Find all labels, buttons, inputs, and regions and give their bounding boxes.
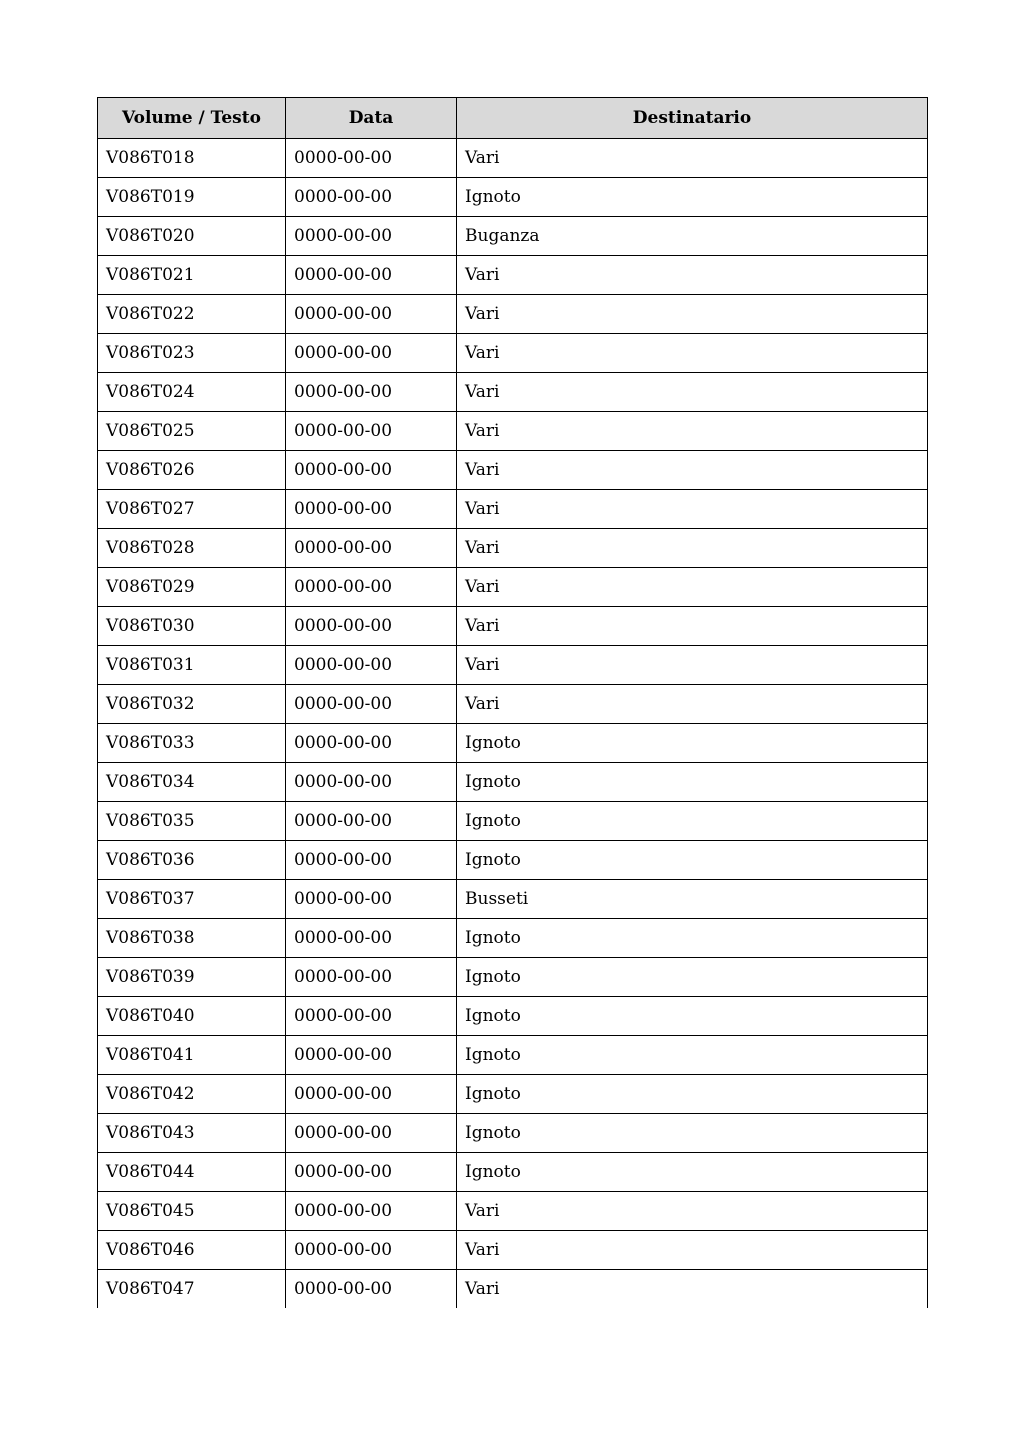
cell-destinatario: Vari	[457, 1192, 928, 1231]
cell-data: 0000-00-00	[286, 373, 457, 412]
cell-volume-testo: V086T029	[98, 568, 286, 607]
cell-destinatario: Ignoto	[457, 178, 928, 217]
cell-destinatario: Vari	[457, 568, 928, 607]
cell-volume-testo: V086T041	[98, 1036, 286, 1075]
cell-volume-testo: V086T033	[98, 724, 286, 763]
cell-destinatario: Vari	[457, 295, 928, 334]
table-row	[98, 412, 928, 451]
cell-destinatario: Ignoto	[457, 841, 928, 880]
cell-volume-testo: V086T018	[98, 139, 286, 178]
table-row	[98, 880, 928, 919]
cell-data: 0000-00-00	[286, 334, 457, 373]
cell-data: 0000-00-00	[286, 178, 457, 217]
cell-volume-testo: V086T032	[98, 685, 286, 724]
cell-destinatario: Vari	[457, 334, 928, 373]
cell-data: 0000-00-00	[286, 256, 457, 295]
cell-destinatario: Ignoto	[457, 763, 928, 802]
table-row	[98, 217, 928, 256]
cell-data: 0000-00-00	[286, 685, 457, 724]
cell-volume-testo: V086T042	[98, 1075, 286, 1114]
cell-destinatario: Vari	[457, 139, 928, 178]
cell-volume-testo: V086T037	[98, 880, 286, 919]
cell-destinatario: Busseti	[457, 880, 928, 919]
cell-data: 0000-00-00	[286, 451, 457, 490]
cell-data: 0000-00-00	[286, 1075, 457, 1114]
cell-volume-testo: V086T046	[98, 1231, 286, 1270]
cell-volume-testo: V086T047	[98, 1270, 286, 1309]
cell-data: 0000-00-00	[286, 646, 457, 685]
table-row	[98, 1114, 928, 1153]
cell-data: 0000-00-00	[286, 1192, 457, 1231]
cell-volume-testo: V086T022	[98, 295, 286, 334]
cell-destinatario: Ignoto	[457, 724, 928, 763]
cell-volume-testo: V086T024	[98, 373, 286, 412]
cell-destinatario: Vari	[457, 685, 928, 724]
cell-destinatario: Vari	[457, 1231, 928, 1270]
cell-destinatario: Ignoto	[457, 919, 928, 958]
table-row	[98, 802, 928, 841]
cell-destinatario: Vari	[457, 607, 928, 646]
header-destinatario: Destinatario	[457, 98, 928, 139]
header-volume-testo: Volume / Testo	[98, 98, 286, 139]
cell-data: 0000-00-00	[286, 1114, 457, 1153]
cell-data: 0000-00-00	[286, 568, 457, 607]
cell-destinatario: Vari	[457, 490, 928, 529]
cell-data: 0000-00-00	[286, 1036, 457, 1075]
table-row	[98, 724, 928, 763]
table-row	[98, 646, 928, 685]
table-row	[98, 763, 928, 802]
cell-data: 0000-00-00	[286, 139, 457, 178]
cell-destinatario: Ignoto	[457, 997, 928, 1036]
table-row	[98, 1270, 928, 1309]
table-row	[98, 295, 928, 334]
cell-volume-testo: V086T025	[98, 412, 286, 451]
cell-volume-testo: V086T043	[98, 1114, 286, 1153]
table-row	[98, 841, 928, 880]
table-row	[98, 529, 928, 568]
cell-data: 0000-00-00	[286, 802, 457, 841]
cell-data: 0000-00-00	[286, 412, 457, 451]
cell-data: 0000-00-00	[286, 1231, 457, 1270]
table-header-row	[98, 98, 928, 139]
cell-data: 0000-00-00	[286, 295, 457, 334]
table-row	[98, 958, 928, 997]
cell-data: 0000-00-00	[286, 1270, 457, 1309]
cell-destinatario: Vari	[457, 256, 928, 295]
cell-data: 0000-00-00	[286, 841, 457, 880]
table-row	[98, 607, 928, 646]
table-row	[98, 139, 928, 178]
cell-data: 0000-00-00	[286, 607, 457, 646]
cell-volume-testo: V086T030	[98, 607, 286, 646]
table-row	[98, 1192, 928, 1231]
table-row	[98, 334, 928, 373]
cell-volume-testo: V086T039	[98, 958, 286, 997]
table-row	[98, 178, 928, 217]
cell-data: 0000-00-00	[286, 490, 457, 529]
table-row	[98, 1075, 928, 1114]
table-row	[98, 451, 928, 490]
cell-destinatario: Vari	[457, 451, 928, 490]
cell-volume-testo: V086T035	[98, 802, 286, 841]
cell-volume-testo: V086T019	[98, 178, 286, 217]
table-row	[98, 256, 928, 295]
table-row	[98, 685, 928, 724]
cell-destinatario: Ignoto	[457, 1114, 928, 1153]
cell-volume-testo: V086T023	[98, 334, 286, 373]
cell-volume-testo: V086T021	[98, 256, 286, 295]
cell-destinatario: Ignoto	[457, 1075, 928, 1114]
cell-destinatario: Vari	[457, 646, 928, 685]
table-row	[98, 1231, 928, 1270]
cell-data: 0000-00-00	[286, 1153, 457, 1192]
document-table-container	[97, 97, 927, 1308]
letters-table	[97, 97, 928, 1308]
table-body	[98, 139, 928, 1309]
cell-destinatario: Vari	[457, 529, 928, 568]
cell-data: 0000-00-00	[286, 763, 457, 802]
cell-destinatario: Vari	[457, 373, 928, 412]
cell-volume-testo: V086T034	[98, 763, 286, 802]
cell-volume-testo: V086T040	[98, 997, 286, 1036]
cell-volume-testo: V086T020	[98, 217, 286, 256]
cell-data: 0000-00-00	[286, 997, 457, 1036]
cell-volume-testo: V086T031	[98, 646, 286, 685]
cell-data: 0000-00-00	[286, 529, 457, 568]
cell-volume-testo: V086T026	[98, 451, 286, 490]
cell-data: 0000-00-00	[286, 880, 457, 919]
table-row	[98, 997, 928, 1036]
cell-destinatario: Ignoto	[457, 1153, 928, 1192]
table-row	[98, 1036, 928, 1075]
cell-destinatario: Vari	[457, 1270, 928, 1309]
header-data: Data	[286, 98, 457, 139]
cell-volume-testo: V086T044	[98, 1153, 286, 1192]
cell-volume-testo: V086T038	[98, 919, 286, 958]
table-row	[98, 1153, 928, 1192]
cell-destinatario: Ignoto	[457, 802, 928, 841]
cell-volume-testo: V086T028	[98, 529, 286, 568]
table-row	[98, 373, 928, 412]
cell-destinatario: Ignoto	[457, 1036, 928, 1075]
cell-destinatario: Ignoto	[457, 958, 928, 997]
cell-volume-testo: V086T036	[98, 841, 286, 880]
cell-volume-testo: V086T045	[98, 1192, 286, 1231]
cell-destinatario: Buganza	[457, 217, 928, 256]
table-row	[98, 490, 928, 529]
cell-data: 0000-00-00	[286, 958, 457, 997]
cell-volume-testo: V086T027	[98, 490, 286, 529]
cell-destinatario: Vari	[457, 412, 928, 451]
table-row	[98, 919, 928, 958]
cell-data: 0000-00-00	[286, 724, 457, 763]
cell-data: 0000-00-00	[286, 217, 457, 256]
cell-data: 0000-00-00	[286, 919, 457, 958]
table-row	[98, 568, 928, 607]
